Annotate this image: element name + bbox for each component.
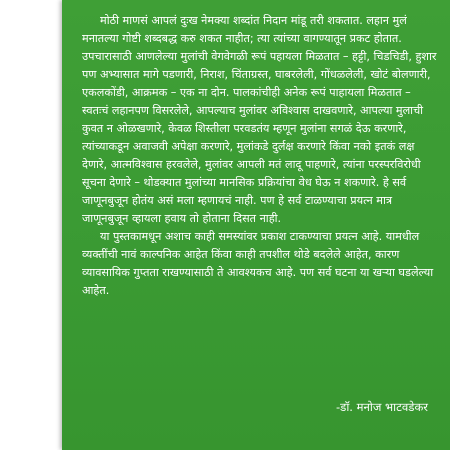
blurb-paragraph-1: मोठी माणसं आपलं दुःख नेमक्या शब्दांत निदान मांडू तरी शकतात. लहान मुलं मनातल्या गोष्टी शब्दबद्ध करु शकत नाहीत; त्या त्यांच्या वागण्यातून प्रकट होतात. उपचारासाठी आणलेल्या मुलांची वेगवेगळी रूपं पहायला मिळतात – हट्टी, चिडचिडी, हुशार पण अभ्यासात मागे पडणारी, निराश, चिंताग्रस्त, घाबरलेली, गोंधळलेली, खोटं बोलणारी, एकलकोंडी, आक्रमक – एक ना दोन. पालकांचीही अनेक रूपं पाहायला मिळतात – स्वतःचं लहानपण विसरलेले, आपल्याच मुलांवर अविश्वास दाखवणारे, आपल्या मुलाची कुवत न ओळखणारे, केवळ शिस्तीला परवडतंय म्हणून मुलांना सगळं देऊ करणारे, त्यांच्याकडून अवाजवी अपेक्षा करणारे, मुलांकडे दुर्लक्ष करणारे किंवा नको इतकं लक्ष देणारे, आत्मविश्वास हरवलेले, मुलांवर आपली मतं लादू पाहणारे, त्यांना परस्परविरोधी सूचना देणारे – थोडक्यात मुलांच्या मानसिक प्रक्रियांचा वेध घेऊ न शकणारे. हे सर्व जाणूनबुजून होतंय असं मला म्हणायचं नाही. पण हे सर्व टाळण्याचा प्रयत्न मात्र जाणूनबुजून व्हायला हवाय तो होताना दिसत नाही. bbox=[82, 14, 437, 225]
blurb-text bbox=[82, 12, 438, 300]
blurb-paragraph-2: या पुस्तकामधून अशाच काही समस्यांवर प्रकाश टाकण्याचा प्रयत्न आहे. यामधील व्यक्तींची नावं काल्पनिक आहेत किंवा काही तपशील थोडे बदलेले आहेत, कारण व्यावसायिक गुप्तता राखण्यासाठी ते आवश्यकच आहे. पण सर्व घटना या खऱ्या घडलेल्या आहेत. bbox=[82, 230, 434, 297]
green-text-panel bbox=[62, 0, 450, 450]
author-signature: -डॉ. मनोज भाटवडेकर bbox=[336, 400, 428, 414]
